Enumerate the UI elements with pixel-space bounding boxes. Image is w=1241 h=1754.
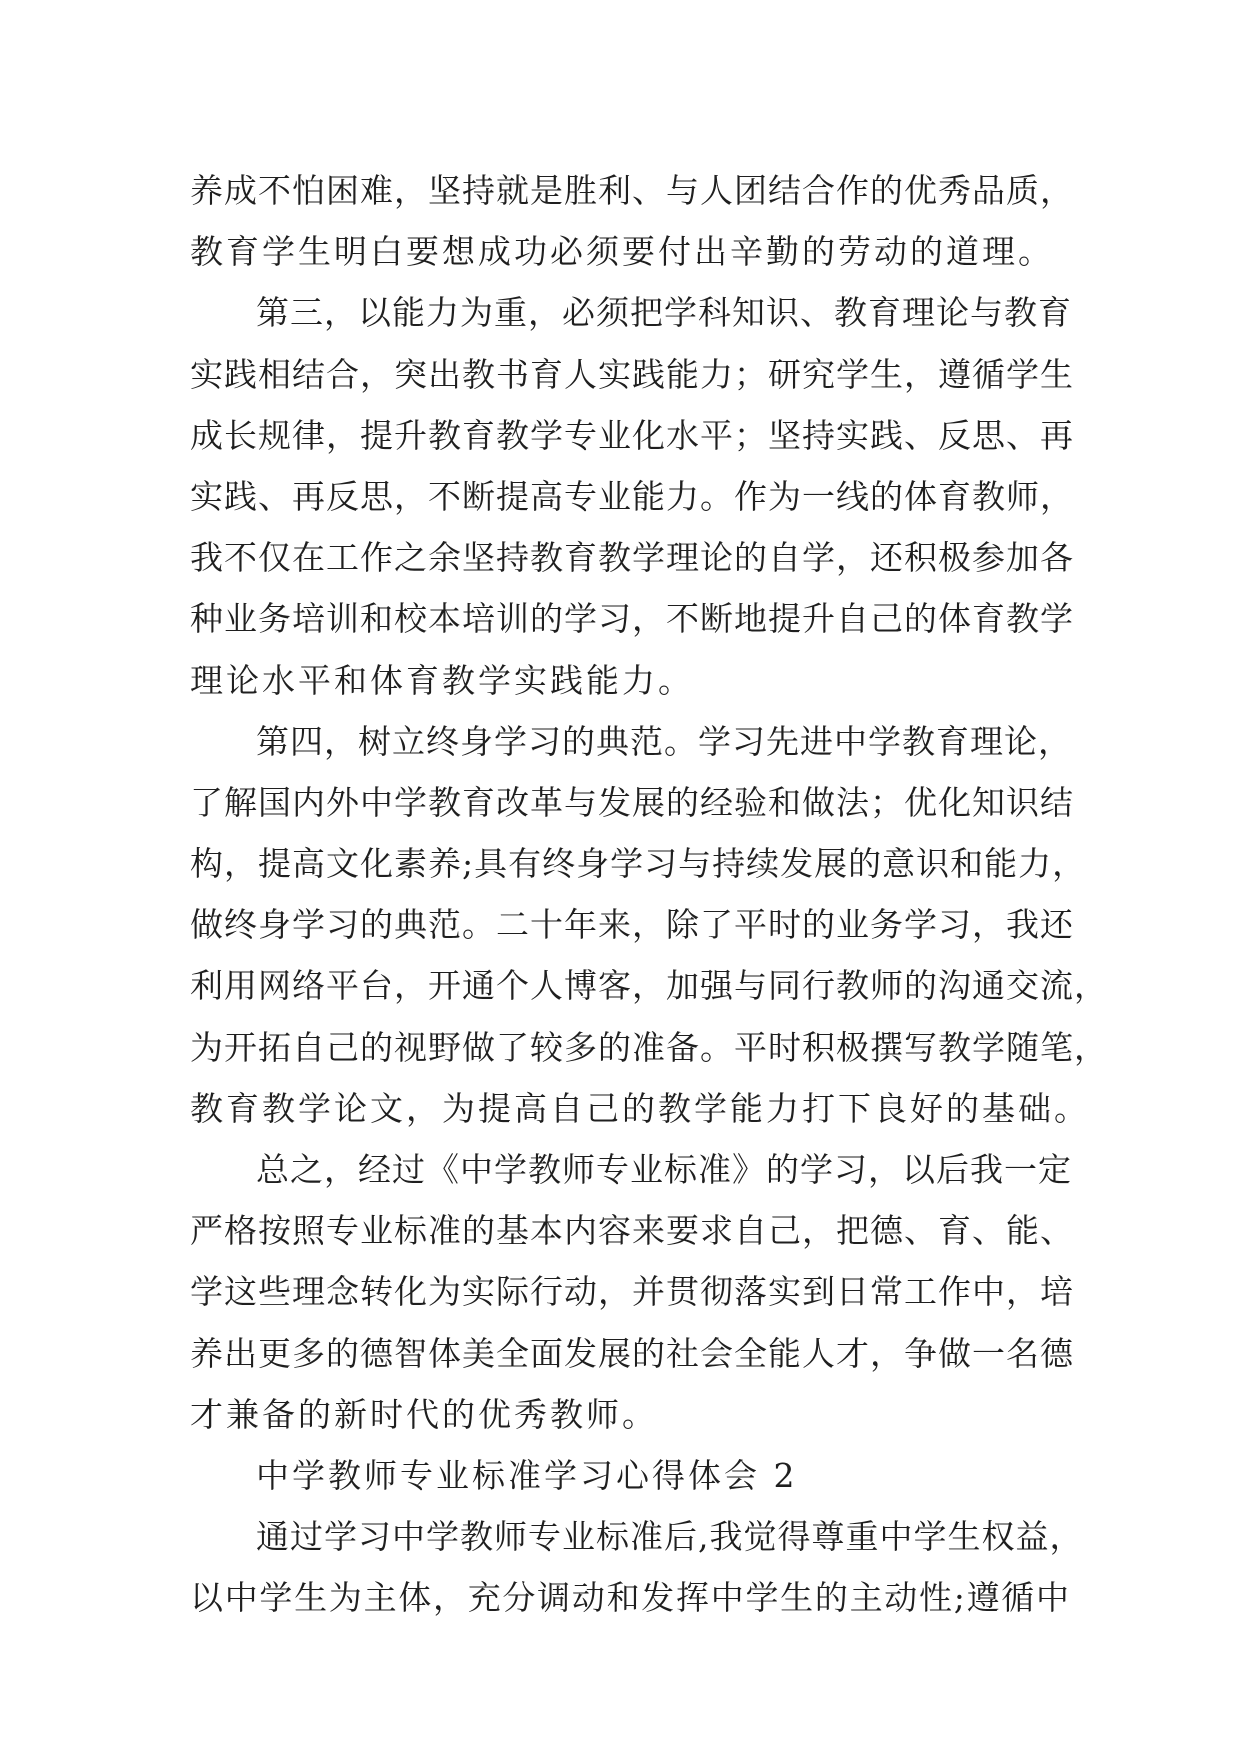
text-line: 中学教师专业标准学习心得体会 2 [256, 1455, 798, 1495]
text-line: 我不仅在工作之余坚持教育教学理论的自学，还积极参加各 [190, 538, 1074, 578]
text-line: 做终身学习的典范。二十年来，除了平时的业务学习，我还 [190, 905, 1074, 945]
text-line: 实践相结合，突出教书育人实践能力；研究学生，遵循学生 [190, 354, 1074, 394]
document-body [190, 160, 1108, 1629]
text-line: 养出更多的德智体美全面发展的社会全能人才，争做一名德 [190, 1333, 1074, 1373]
text-line: 学这些理念转化为实际行动，并贯彻落实到日常工作中，培 [190, 1272, 1074, 1312]
text-line: 才兼备的新时代的优秀教师。 [190, 1394, 658, 1434]
text-line: 种业务培训和校本培训的学习，不断地提升自己的体育教学 [190, 599, 1074, 639]
text-line: 成长规律，提升教育教学专业化水平；坚持实践、反思、再 [190, 415, 1074, 455]
text-line: 养成不怕困难，坚持就是胜利、与人团结合作的优秀品质， [190, 171, 1074, 210]
text-line: 总之，经过《中学教师专业标准》的学习，以后我一定 [256, 1150, 1072, 1189]
text-line: 实践、再反思，不断提高专业能力。作为一线的体育教师， [190, 476, 1074, 516]
text-line: 了解国内外中学教育改革与发展的经验和做法；优化知识结 [190, 782, 1074, 822]
text-line: 严格按照专业标准的基本内容来要求自己，把德、育、能、 [190, 1211, 1074, 1251]
text-line: 以中学生为主体，充分调动和发挥中学生的主动性;遵循中 [190, 1578, 1070, 1618]
text-line: 利用网络平台，开通个人博客，加强与同行教师的沟通交流， [190, 966, 1108, 1006]
text-line: 构，提高文化素养;具有终身学习与持续发展的意识和能力， [190, 844, 1087, 884]
text-line: 通过学习中学教师专业标准后,我觉得尊重中学生权益， [256, 1517, 1084, 1557]
text-line: 教育教学论文，为提高自己的教学能力打下良好的基础。 [190, 1088, 1090, 1128]
text-line: 为开拓自己的视野做了较多的准备。平时积极撰写教学随笔， [190, 1027, 1108, 1067]
text-line: 第三，以能力为重，必须把学科知识、教育理论与教育 [256, 293, 1072, 333]
text-line: 第四，树立终身学习的典范。学习先进中学教育理论， [256, 721, 1072, 761]
text-line: 理论水平和体育教学实践能力。 [190, 660, 694, 700]
text-line: 教育学生明白要想成功必须要付出辛勤的劳动的道理。 [190, 232, 1054, 272]
